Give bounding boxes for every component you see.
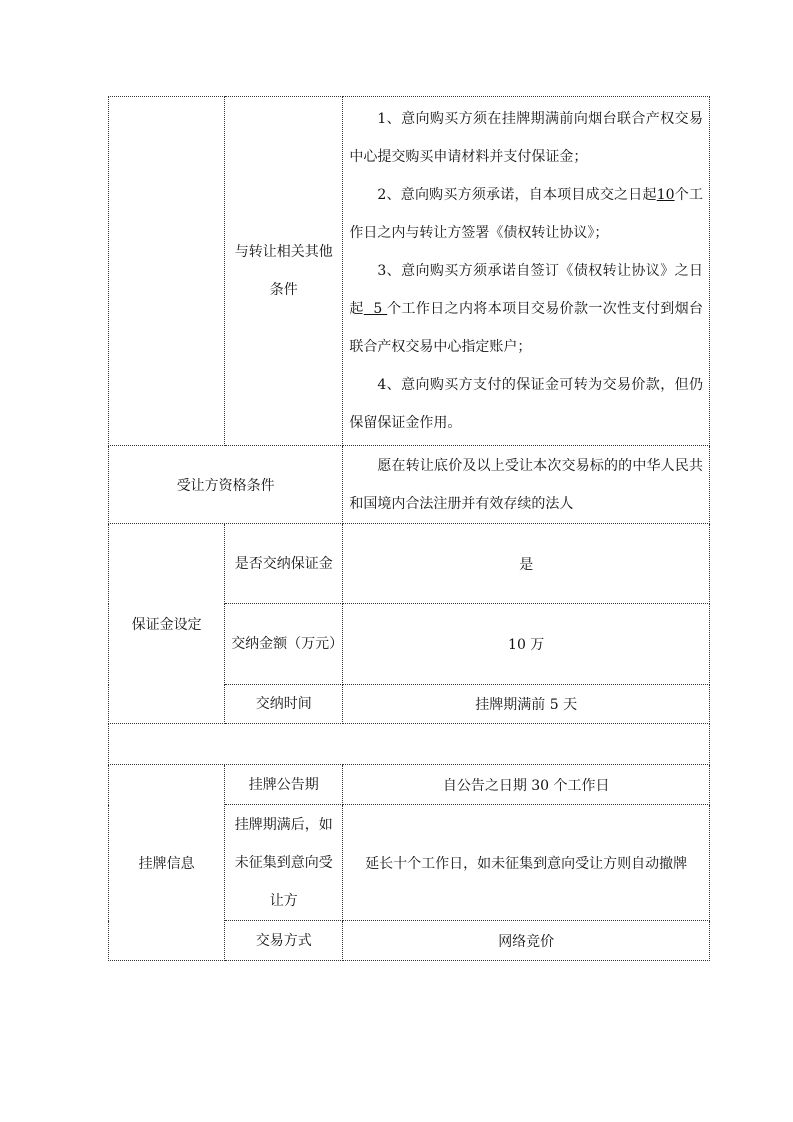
empty-cell [109, 97, 225, 446]
condition-item-2: 2、意向购买方须承诺，自本项目成交之日起10个工作日之内与转让方签署《债权转让协议》； [349, 187, 704, 241]
days-value: 10 [656, 187, 675, 203]
condition-item-4: 4、意向购买方支付的保证金可转为交易价款，但仍保留保证金作用。 [349, 377, 703, 431]
deposit-amount-label: 交纳金额（万元） [225, 604, 343, 685]
deposit-label: 保证金设定 [109, 524, 225, 724]
document-page [108, 96, 710, 961]
transfer-conditions-table [108, 96, 710, 961]
qualification-label: 受让方资格条件 [109, 446, 343, 524]
no-buyer-label: 挂牌期满后，如未征集到意向受让方 [225, 805, 343, 921]
listing-label: 挂牌信息 [109, 765, 225, 961]
deposit-row [109, 524, 710, 604]
listing-row [109, 765, 710, 805]
deposit-time-value: 挂牌期满前 5 天 [343, 685, 710, 724]
no-buyer-value: 延长十个工作日，如未征集到意向受让方则自动撤牌 [343, 805, 710, 921]
trade-method-value: 网络竞价 [343, 921, 710, 961]
condition-item-1: 1、意向购买方须在挂牌期满前向烟台联合产权交易中心提交购买申请材料并支付保证金； [349, 111, 703, 165]
other-conditions-row [109, 97, 710, 446]
blank-row [109, 724, 710, 765]
qualification-content [343, 446, 710, 524]
trade-method-label: 交易方式 [225, 921, 343, 961]
condition-item-3: 3、意向购买方须承诺自签订《债权转让协议》之日起 5 个工作日之内将本项目交易价款一次性支付到烟台联合产权交易中心指定账户； [349, 263, 704, 355]
other-conditions-label: 与转让相关其他条件 [225, 97, 343, 446]
deposit-time-label: 交纳时间 [225, 685, 343, 724]
listing-period-value: 自公告之日期 30 个工作日 [343, 765, 710, 805]
listing-period-label: 挂牌公告期 [225, 765, 343, 805]
deposit-required-value: 是 [343, 524, 710, 604]
qualification-text: 愿在转让底价及以上受让本次交易标的的中华人民共和国境内合法注册并有效存续的法人 [349, 457, 703, 512]
deposit-amount-value: 10 万 [343, 604, 710, 685]
days-value: 5 [363, 301, 388, 317]
other-conditions-content [343, 97, 710, 446]
empty-cell [109, 724, 710, 765]
qualification-row [109, 446, 710, 524]
deposit-required-label: 是否交纳保证金 [225, 524, 343, 604]
